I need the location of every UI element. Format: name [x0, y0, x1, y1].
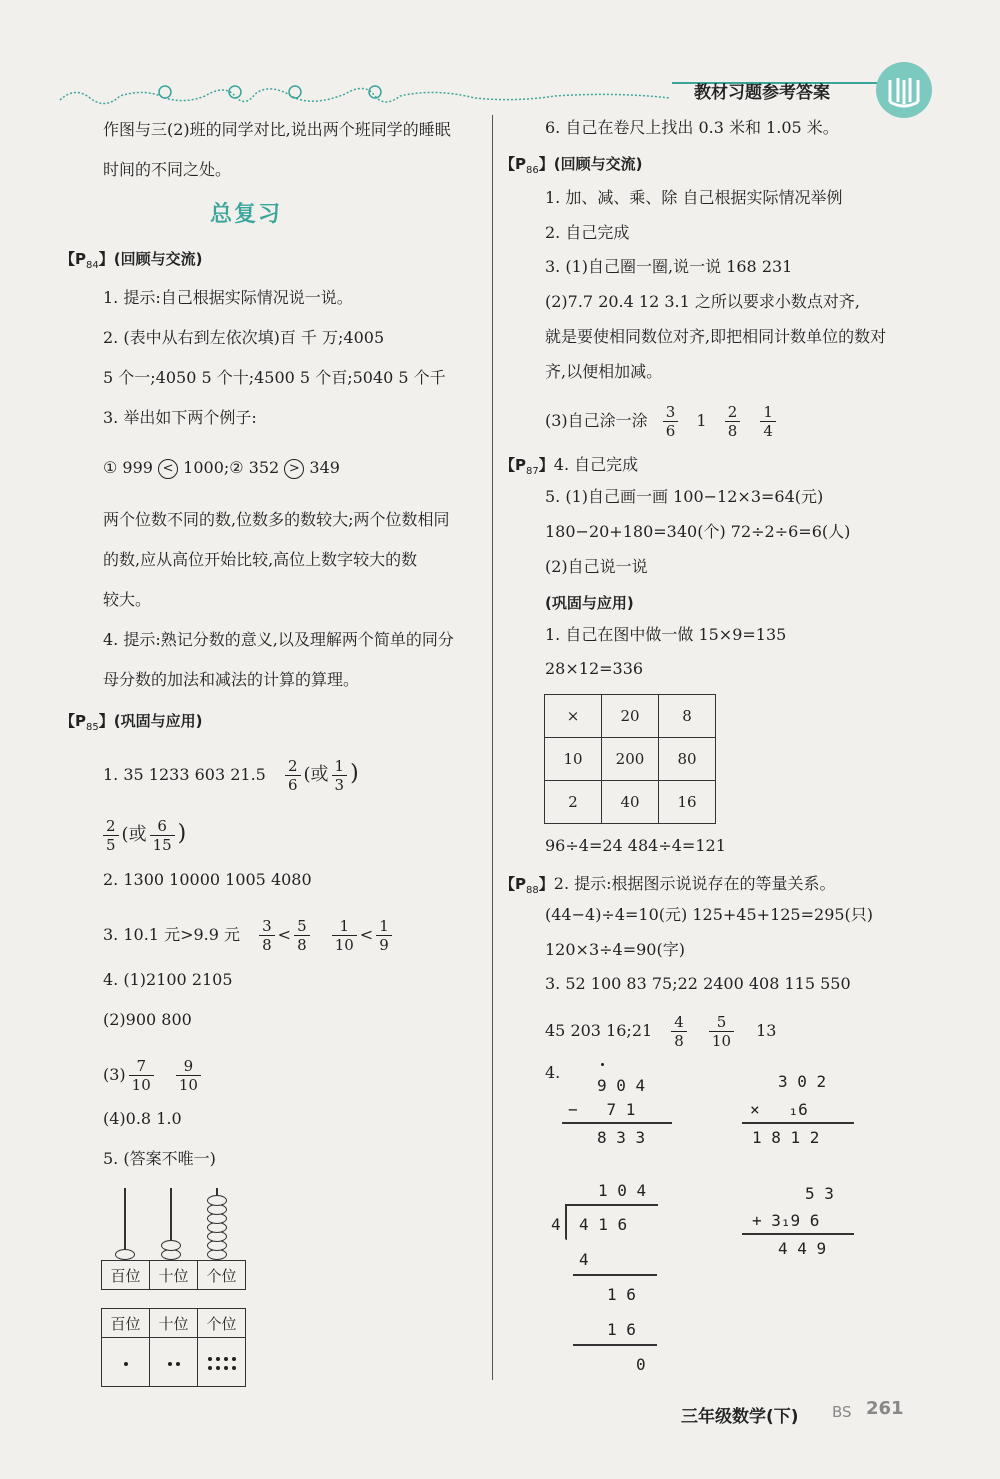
multiplication-grid: × 20 8 10 200 80 2 40 16 — [544, 694, 716, 824]
q3-explain-3: 较大。 — [103, 590, 152, 609]
r3-2-text-a: (2)7.7 20.4 12 3.1 之所以要求小数点对齐, — [545, 292, 860, 311]
page-tag-p85: 【$P_{85}$】(巩固与应用) — [60, 712, 203, 733]
r5-1-text: 5. (1)自己画一画 100−12×3=64(元) — [545, 487, 824, 506]
s3a-text: 3. 52 100 83 75;22 2400 408 115 550 — [545, 974, 851, 993]
answer-2: 2. 1300 10000 1005 4080 — [103, 870, 312, 889]
footer-page-number: 261 — [866, 1398, 904, 1419]
place-label-tens: 十位 — [150, 1309, 198, 1338]
header-decoration — [55, 78, 675, 108]
q2-text-b: 5 个一;4050 5 个十;4500 5 个百;5040 5 个千 — [103, 368, 446, 387]
section-title: 总复习 — [210, 202, 283, 227]
abacus-label-ones: 个位 — [198, 1261, 246, 1290]
r3-1-text: 3. (1)自己圈一圈,说一说 168 231 — [545, 257, 793, 276]
answer-3: 3. 10.1 元>9.9 元 $\frac{3}{8}$ < $\frac{5}{8}$ $\frac{1}{10}$ < $\frac{1}{9}$ — [103, 917, 395, 954]
place-dots-hundreds — [102, 1338, 150, 1387]
header-title: 教材习题参考答案 — [694, 83, 830, 103]
q4-text-a: 4. 提示:熟记分数的意义,以及理解两个简单的同分 — [103, 630, 454, 649]
place-value-table — [101, 1308, 246, 1387]
s1-text: 1. 自己在图中做一做 15×9=135 — [545, 625, 787, 644]
s4-label: 4. — [545, 1063, 561, 1082]
greater-than-circle: > — [284, 459, 304, 479]
abacus-label-hundreds: 百位 — [102, 1261, 150, 1290]
s3b-text: 45 203 16;21 $\frac{4}{8}$ $\frac{5}{10}$ 13 — [545, 1013, 777, 1050]
abacus-label-table — [101, 1260, 246, 1290]
intro-line-2: 时间的不同之处。 — [103, 160, 232, 179]
q3-examples: ① 999 < 1000;② 352 > 349 — [103, 458, 340, 477]
place-dots-ones — [198, 1338, 246, 1387]
s2b-text: (44−4)÷4=10(元) 125+45+125=295(只) — [545, 905, 874, 924]
q2-text-a: 2. (表中从右到左依次填)百 千 万;4005 — [103, 328, 385, 347]
q3-explain-1: 两个位数不同的数,位数多的数较大;两个位数相同 — [103, 510, 450, 529]
s1b-text: 28×12=336 — [545, 659, 644, 678]
r1-text: 1. 加、减、乘、除 自己根据实际情况举例 — [545, 188, 843, 207]
q4-text-b: 母分数的加法和减法的计算的算理。 — [103, 670, 360, 689]
r2-text: 2. 自己完成 — [545, 223, 630, 242]
footer-grade: 三年级数学(下) — [681, 1407, 799, 1427]
answer-4-1: 4. (1)2100 2105 — [103, 970, 233, 989]
answer-1: 1. 35 1233 603 21.5 $\frac{2}{6}$ (或 $\frac{1}{3}$ ) — [103, 757, 359, 794]
answer-5: 5. (答案不唯一) — [103, 1149, 216, 1168]
s1c-text: 96÷4=24 484÷4=121 — [545, 836, 726, 855]
less-than-circle: < — [158, 459, 178, 479]
intro-line-1: 作图与三(2)班的同学对比,说出两个班同学的睡眠 — [103, 120, 451, 139]
column-divider — [492, 115, 493, 1380]
book-logo-icon — [876, 62, 932, 118]
q3-explain-2: 的数,应从高位开始比较,高位上数字较大的数 — [103, 550, 418, 569]
r3-3-text: (3)自己涂一涂 $\frac{3}{6}$ 1 $\frac{2}{8}$ $\frac{1}{4}$ — [545, 403, 779, 440]
r3-2-text-c: 齐,以便相加减。 — [545, 362, 663, 381]
s2c-text: 120×3÷4=90(字) — [545, 940, 685, 959]
answer-4-3: (3) $\frac{7}{10}$ $\frac{9}{10}$ — [103, 1057, 204, 1094]
r5-1b-text: 180−20+180=340(个) 72÷2÷6=6(人) — [545, 522, 851, 541]
place-label-ones: 个位 — [198, 1309, 246, 1338]
page-tag-p84: 【$P_{84}$】(回顾与交流) — [60, 250, 203, 271]
place-label-hundreds: 百位 — [102, 1309, 150, 1338]
section-label-consolidate: (巩固与应用) — [545, 594, 634, 612]
q3-text: 3. 举出如下两个例子: — [103, 408, 257, 427]
r3-2-text-b: 就是要使相同数位对齐,即把相同计数单位的数对 — [545, 327, 887, 346]
abacus-label-tens: 十位 — [150, 1261, 198, 1290]
r5-2-text: (2)自己说一说 — [545, 557, 648, 576]
page-tag-p86: 【$P_{86}$】(回顾与交流) — [500, 155, 643, 176]
page-tag-p87: 【$P_{87}$】4. 自己完成 — [500, 455, 639, 477]
page-tag-p88: 【$P_{88}$】2. 提示:根据图示说说存在的等量关系。 — [500, 874, 836, 896]
q6-text: 6. 自己在卷尺上找出 0.3 米和 1.05 米。 — [545, 118, 839, 137]
answer-1-b: $\frac{2}{5}$ (或 $\frac{6}{15}$ ) — [100, 817, 186, 854]
place-dots-tens — [150, 1338, 198, 1387]
answer-4-4: (4)0.8 1.0 — [103, 1109, 182, 1128]
answer-4-2: (2)900 800 — [103, 1010, 192, 1029]
footer-edition: BS — [832, 1403, 852, 1421]
q1-text: 1. 提示:自己根据实际情况说一说。 — [103, 288, 353, 307]
